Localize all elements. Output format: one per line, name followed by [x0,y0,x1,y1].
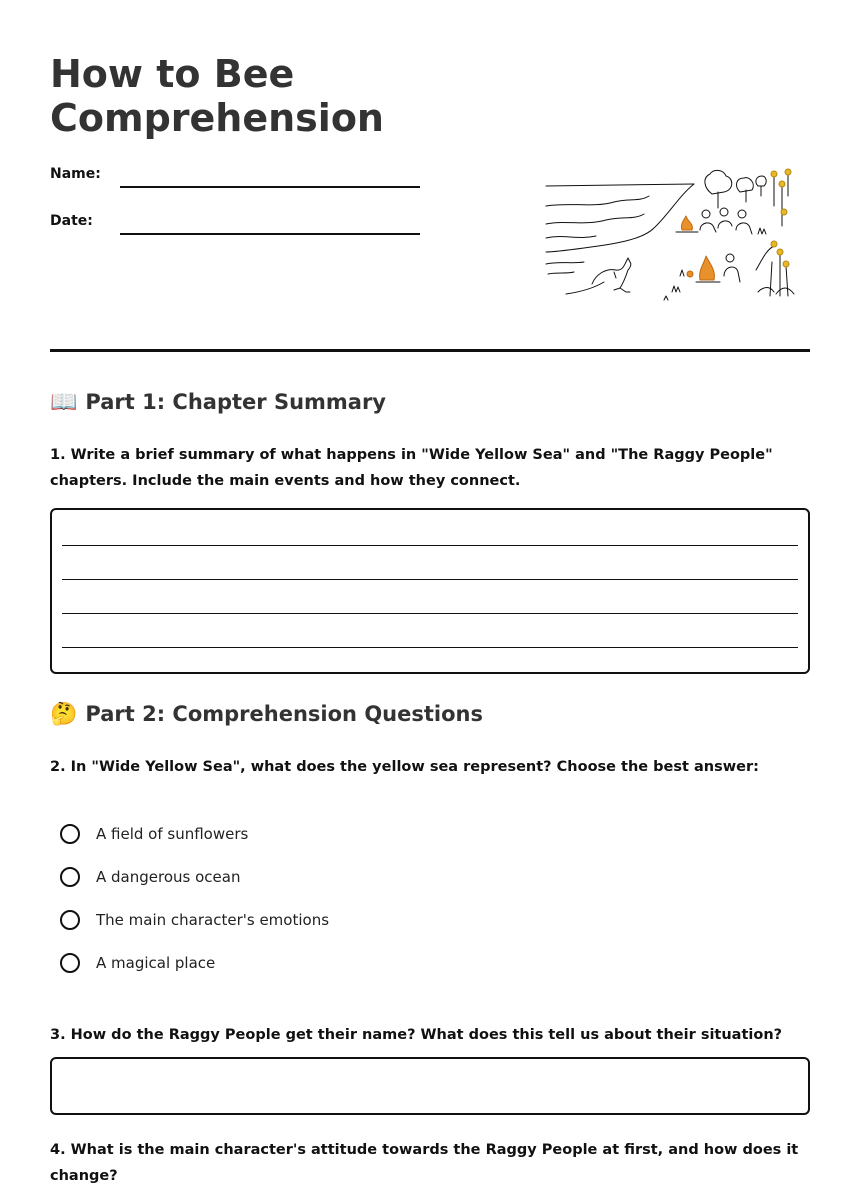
q2-option-sunflowers[interactable] [60,821,248,847]
thinking-face-icon: 🤔 [50,702,78,727]
part2-heading [50,702,483,727]
people-by-fire-bottom [724,254,740,282]
header-divider [50,349,810,352]
worksheet-title [50,52,510,140]
people-by-fire-top [700,208,752,234]
kangaroo-drawing [566,258,631,294]
wave-line [548,272,574,274]
wave-line [546,236,596,238]
beach-campfire-illustration [544,166,800,308]
wave-line [546,262,584,264]
wave-line [546,196,649,206]
option-label: A dangerous ocean [96,868,241,886]
q2-option-magical-place[interactable] [60,950,215,976]
question-3: 3. How do the Raggy People get their name? What does this tell us about their situation? [50,1027,783,1043]
title-line-1: How to Bee [50,52,295,96]
campfire-top [676,216,698,232]
writing-line [62,613,798,614]
option-label: A field of sunflowers [96,825,249,843]
date-field[interactable] [120,233,420,235]
part1-heading [50,390,386,415]
writing-line [62,579,798,580]
q2-option-dangerous-ocean[interactable] [60,864,240,890]
title-line-2: Comprehension [50,96,384,140]
name-label: Name: [50,166,101,182]
q3-answer-box[interactable] [50,1057,810,1115]
radio-button[interactable] [60,824,80,844]
writing-line [62,545,798,546]
radio-button[interactable] [60,867,80,887]
q2-option-emotions[interactable] [60,907,329,933]
book-icon: 📖 [50,390,78,415]
campfire-bottom [687,256,720,282]
grass-tufts [664,228,766,300]
question-4: 4. What is the main character's attitude towards the Raggy People at first, and how does it change? [50,1142,799,1184]
radio-button[interactable] [60,953,80,973]
shoreline-line [546,184,694,186]
question-2: 2. In "Wide Yellow Sea", what does the yellow sea represent? Choose the best answer: [50,759,759,775]
wave-line [546,214,644,224]
date-label: Date: [50,213,93,229]
radio-button[interactable] [60,910,80,930]
summary-answer-box[interactable] [50,508,810,674]
option-label: A magical place [96,954,216,972]
part1-title: Part 1: Chapter Summary [85,390,386,414]
trees-drawing [705,170,766,208]
writing-line [62,647,798,648]
part2-title: Part 2: Comprehension Questions [85,702,483,726]
option-label: The main character's emotions [96,911,330,929]
name-field[interactable] [120,186,420,188]
question-1: 1. Write a brief summary of what happens in "Wide Yellow Sea" and "The Raggy People" chapters. Include the main events and how they connect. [50,447,773,489]
